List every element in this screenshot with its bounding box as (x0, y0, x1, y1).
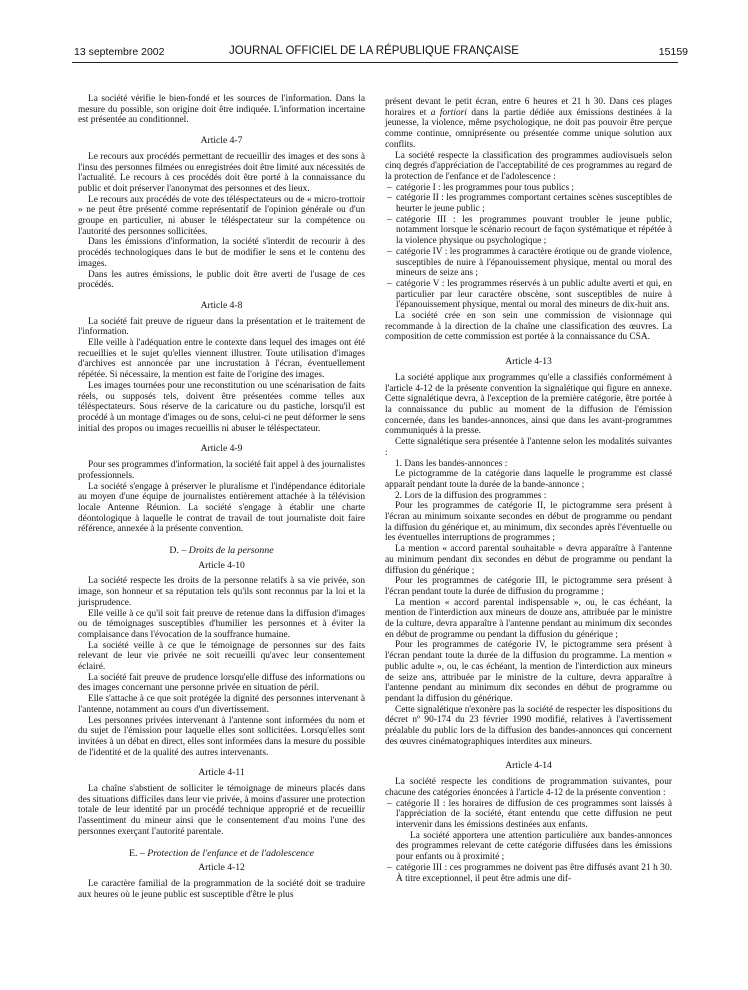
paragraph: Le pictogramme de la catégorie dans laquelle le programme est classé apparaît pendant toute la durée de la bande-annonce ; (385, 469, 672, 490)
section-title: Droits de la personne (188, 545, 274, 557)
list-item (385, 193, 672, 214)
list-item-text: catégorie V : les programmes réservés à un public adulte averti et qui, en particulier par leur caractère obscène, sont susceptibles de nuire à l'épanouissement physique, mental ou moral des mineurs de dix-huit ans. (396, 278, 672, 311)
dash-marker: – (387, 862, 392, 873)
paragraph: La société respecte les conditions de programmation suivantes, pour chacune des catégories énoncées à l'article 4-12 de la présente convention : (385, 777, 672, 798)
right-column (385, 97, 672, 884)
paragraph: La société apportera une attention particulière aux bandes-annonces des programmes relevant de cette catégorie diffusées dans les émissions pour enfants ou à proximité ; (396, 830, 672, 863)
paragraph: La société vérifie le bien-fondé et les sources de l'information. Dans la mesure du possible, son origine doit être indiquée. L'information incertaine est présentée au conditionnel. (78, 94, 365, 126)
dash-marker: – (387, 798, 392, 809)
paragraph: Le recours aux procédés de vote des téléspectateurs ou de « micro-trottoir » ne peut être présenté comme représentatif de l'opinion générale ou d'un groupe en particulier, ni abuser le téléspectateur sur la compétence ou l'autorité des personnes sollicitées. (78, 194, 365, 237)
paragraph: Pour les programmes de catégorie IV, le pictogramme sera présent à l'écran pendant toute la durée de la diffusion du programme. La mention « public adulte », ou, le cas échéant, la mention de l'interdiction aux mineurs de seize ans, attribuée par le ministre de la culture, devra apparaître à l'antenne pendant au minimum dix secondes en début de programme ou pendant la diffusion du générique. (385, 640, 672, 704)
list-item-text: catégorie II : les horaires de diffusion de ces programmes sont laissés à l'appréciation de la société, étant entendu que cette diffusion ne peut intervenir dans les émissions destinées aux enfants. (396, 798, 672, 830)
dash-marker: – (387, 246, 392, 257)
dash-marker: – (387, 278, 392, 289)
list-item-text: catégorie I : les programmes pour tous publics ; (396, 182, 575, 193)
paragraph: Elle veille à ce qu'il soit fait preuve de retenue dans la diffusion d'images ou de témoignages susceptibles d'humilier les personnes et à éviter la complaisance dans l'évocation de la souffrance humaine. (78, 608, 365, 640)
list-item (385, 799, 672, 831)
category-list (385, 183, 672, 311)
section-title: Protection de l'enfance et de l'adolescence (147, 847, 314, 859)
italic-run: a fortiori (430, 107, 467, 118)
header-page-number: 15159 (658, 46, 688, 58)
paragraph: La société respecte les droits de la personne relatifs à sa vie privée, son image, son honneur et sa réputation tels qu'ils sont reconnus par la loi et la jurisprudence. (78, 576, 365, 608)
paragraph: Le recours aux procédés permettant de recueillir des images et des sons à l'insu des personnes filmées ou enregistrées doit être limité aux nécessités de l'actualité. Le recours à ces procédés doit être porté à la connaissance du public et doit préserver l'anonymat des personnes et des lieux. (78, 151, 365, 194)
list-item (385, 215, 672, 247)
article-heading: Article 4-14 (505, 760, 552, 772)
section-prefix: E. – (128, 847, 145, 859)
paragraph: Pour les programmes de catégorie III, le pictogramme sera présent à l'écran pendant toute la durée de diffusion du programme ; (385, 576, 672, 597)
list-item (385, 863, 672, 884)
article-heading: Article 4-8 (200, 299, 243, 311)
article-heading: Article 4-13 (505, 356, 552, 368)
dash-marker: – (387, 182, 392, 193)
list-item (385, 247, 672, 279)
text-run: présent devant le petit écran, entre 6 heures et 21 h 30. Dans ces plages horaires et (385, 97, 672, 118)
paragraph: La société respecte la classification des programmes audiovisuels selon cinq degrés d'appréciation de l'acceptabilité de ces programmes au regard de la protection de l'enfance et de l'adolescence : (385, 150, 672, 182)
paragraph: La société s'engage à préserver le pluralisme et l'indépendance éditoriale au moyen d'une équipe de journalistes entièrement attachée à la télévision locale Antenne Réunion. La société s'engage à établir une charte déontologique à laquelle le contrat de travail de tout journaliste doit faire référence, annexée à la présente convention. (78, 481, 365, 535)
header-title: JOURNAL OFFICIEL DE LA RÉPUBLIQUE FRANÇAISE (229, 45, 519, 57)
page-header (0, 0, 748, 60)
article-heading: Article 4-11 (198, 767, 245, 779)
list-item (385, 279, 672, 311)
paragraph: Elle veille à l'adéquation entre le contexte dans lequel des images ont été recueillies et le sujet qu'elles viennent illustrer. Toute utilisation d'images d'archives est annoncée par une incrustation à l'écran, éventuellement répétée. Si nécessaire, la mention est faite de l'origine des images. (78, 338, 365, 381)
section-heading-d (78, 546, 365, 557)
paragraph: Cette signalétique sera présentée à l'antenne selon les modalités suivantes : (385, 437, 672, 458)
paragraph: La chaîne s'abstient de solliciter le témoignage de mineurs placés dans des situations difficiles dans leur vie privée, à moins d'assurer une protection totale de leur identité par un procédé technique approprié et de recueillir l'assentiment du mineur ainsi que le consentement d'au moins l'une des personnes exerçant l'autorité parentale. (78, 784, 365, 837)
paragraph: Les personnes privées intervenant à l'antenne sont informées du nom et du sujet de l'émission pour laquelle elles sont sollicitées. Lorsqu'elles sont invitées à un débat en direct, elles sont informées dans la mesure du possible de l'identité et de la qualité des autres intervenants. (78, 715, 365, 758)
paragraph: Le caractère familial de la programmation de la société doit se traduire aux heures où le jeune public est susceptible d'être le plus (78, 879, 365, 900)
text-run: dans la partie dédiée aux émissions destinées à la jeunesse, la violence, même psychologique, ne doit pas pouvoir être perçue comme continue, omniprésente ou présentée comme unique solution aux conflits. (385, 107, 672, 150)
list-item-text: catégorie IV : les programmes à caractère érotique ou de grande violence, susceptibles de nuire à l'épanouissement physique, mental ou moral des mineurs de seize ans ; (396, 246, 672, 279)
paragraph: La mention « accord parental souhaitable » devra apparaître à l'antenne au minimum pendant dix secondes en début de programme ou pendant la diffusion du générique ; (385, 544, 672, 576)
paragraph: Cette signalétique n'exonère pas la société de respecter les dispositions du décret nº 90-174 du 23 février 1990 modifié, relatives à l'avertissement préalable du public lors de la diffusion des bandes-annonces qui concernent des œuvres cinématographiques interdites aux mineurs. (385, 704, 672, 747)
dash-marker: – (387, 193, 392, 204)
section-heading-e (78, 849, 365, 860)
article-heading: Article 4-9 (200, 443, 243, 455)
article-heading: Article 4-7 (200, 135, 243, 147)
paragraph: La société veille à ce que le témoignage de personnes sur des faits relevant de leur vie privée ne soit recueilli qu'avec leur consentement éclairé. (78, 640, 365, 673)
dash-marker: – (387, 214, 392, 225)
article-heading: Article 4-10 (198, 559, 245, 571)
paragraph: Elle s'attache à ce que soit protégée la dignité des personnes intervenant à l'antenne, notamment au cours d'un divertissement. (78, 694, 365, 715)
paragraph: 1. Dans les bandes-annonces : (395, 458, 508, 469)
paragraph: Dans les autres émissions, le public doit être averti de l'usage de ces procédés. (78, 269, 365, 291)
header-rule (72, 62, 678, 63)
programming-conditions-list-continued (385, 863, 672, 884)
paragraph: La société crée en son sein une commission de visionnage qui recommande à la direction de la chaîne une classification des œuvres. La composition de cette commission est portée à la connaissance du CSA. (385, 311, 672, 343)
paragraph: Dans les émissions d'information, la société s'interdit de recourir à des procédés technologiques dans le but de modifier le sens et le contenu des images. (78, 237, 365, 269)
paragraph: La société applique aux programmes qu'elle a classifiés conformément à l'article 4-12 de la présente convention la signalétique qui figure en annexe. Cette signalétique devra, à l'exception de la première catégorie, être portée à la connaissance du public au moment de la diffusion de l'émission concernée, dans les bandes-annonces, ainsi que dans les avant-programmes communiqués à la presse. (385, 372, 672, 437)
article-heading: Article 4-12 (198, 862, 245, 874)
header-date: 13 septembre 2002 (74, 46, 165, 58)
paragraph: Pour les programmes de catégorie II, le pictogramme sera présent à l'écran au minimum soixante secondes en début de programme ou pendant la diffusion du générique et, au minimum, dix secondes après l'éventuelle ou les éventuelles interruptions de programmes ; (385, 501, 672, 544)
paragraph: Les images tournées pour une reconstitution ou une scénarisation de faits réels, ou supposés tels, doivent être présentées comme telles aux téléspectateurs. Sous réserve de la caricature ou du pastiche, lorsqu'il est procédé à un montage d'images ou de sons, celui-ci ne peut déformer le sens initial des propos ou images recueillis ni abuser le téléspectateur. (78, 380, 365, 434)
paragraph: Pour ses programmes d'information, la société fait appel à des journalistes professionnels. (78, 460, 365, 481)
section-prefix: D. – (169, 545, 187, 557)
paragraph: La mention « accord parental indispensable », ou, le cas échéant, la mention de l'interdiction aux mineurs de douze ans, attribuée par le ministre de la culture, devra apparaître à l'antenne pendant au minimum dix secondes en début de programme ou pendant la diffusion du générique ; (385, 597, 672, 640)
list-item-text: catégorie III : les programmes pouvant troubler le jeune public, notamment lorsque le scénario recourt de façon systématique et répétée à la violence physique ou psychologique ; (396, 214, 672, 247)
list-item-text: catégorie II : les programmes comportant certaines scènes susceptibles de heurter le jeune public ; (396, 193, 672, 215)
list-item (385, 183, 672, 194)
paragraph (385, 97, 672, 151)
paragraph: 2. Lors de la diffusion des programmes : (395, 490, 547, 501)
list-item-text: catégorie III : ces programmes ne doivent pas être diffusés avant 21 h 30. À titre exceptionnel, il peut être admis une dif- (396, 862, 672, 884)
paragraph: La société fait preuve de prudence lorsqu'elle diffuse des informations ou des images concernant une personne privée en situation de péril. (78, 672, 365, 694)
paragraph: La société fait preuve de rigueur dans la présentation et le traitement de l'information. (78, 316, 365, 338)
programming-conditions-list (385, 799, 672, 831)
left-column (78, 94, 365, 900)
